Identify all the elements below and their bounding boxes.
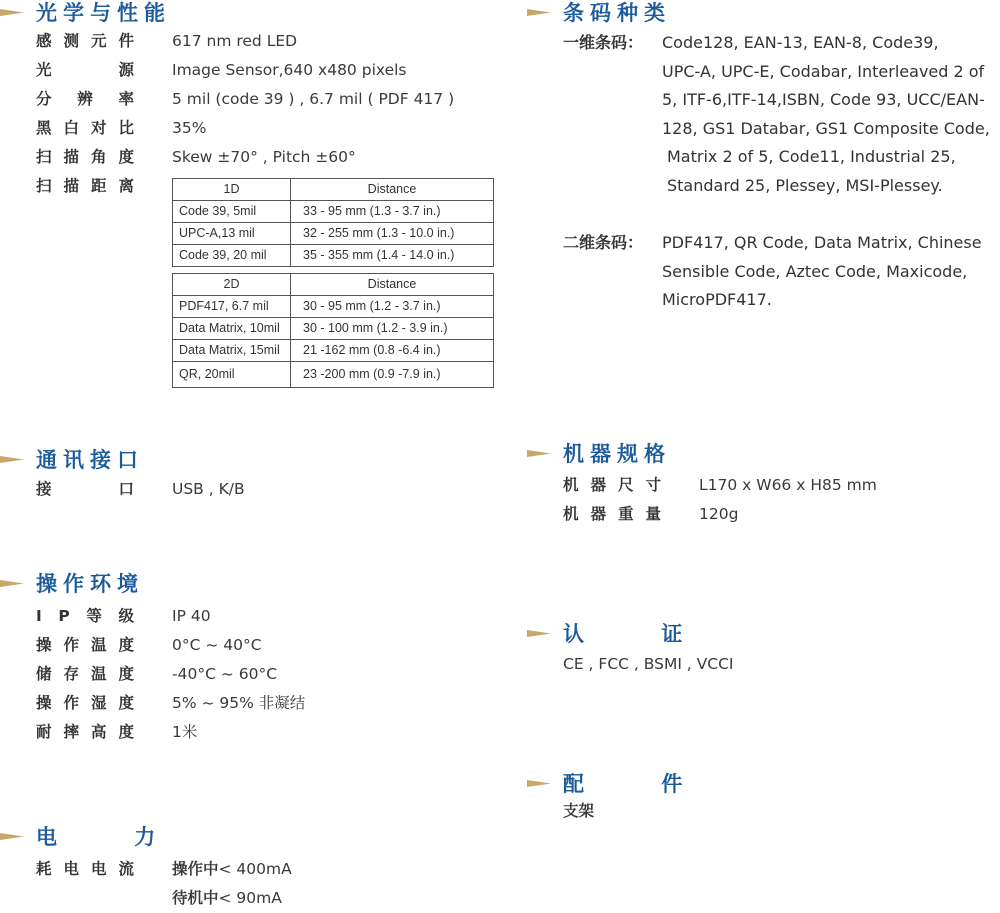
symbology-line: Sensible Code, Aztec Code, Maxicode, <box>662 261 968 281</box>
section-heading-specs: 机器规格 <box>563 441 1000 467</box>
table-cell: 35 - 355 mm (1.4 - 14.0 in.) <box>291 245 494 267</box>
spec-label: 感 测 元 件 <box>36 32 134 50</box>
spec-value: 操作中< 400mA <box>172 860 292 878</box>
certification-list: CE , FCC , BSMI , VCCI <box>563 655 734 673</box>
spec-value: IP 40 <box>172 607 211 625</box>
table-cell: Data Matrix, 15mil <box>173 340 291 362</box>
symbology-line: MicroPDF417. <box>662 290 772 310</box>
spec-value: Skew ±70° , Pitch ±60° <box>172 148 356 166</box>
table-cell: Code 39, 5mil <box>173 201 291 223</box>
spec-label: 耗 电 电 流 <box>36 860 134 878</box>
table-row <box>173 223 494 245</box>
table-cell: PDF417, 6.7 mil <box>173 296 291 318</box>
spec-row <box>36 27 496 56</box>
one-d-label: 一维条码： <box>563 33 644 52</box>
table-cell: 33 - 95 mm (1.3 - 3.7 in.) <box>291 201 494 223</box>
table-cell: 23 -200 mm (0.9 -7.9 in.) <box>291 362 494 388</box>
section-heading-environment: 操作环境 <box>36 571 496 597</box>
spec-row <box>36 855 496 884</box>
spec-value: -40°C ~ 60°C <box>172 665 278 683</box>
spec-row <box>36 602 496 631</box>
spec-row <box>36 114 496 143</box>
distance-table-1d <box>172 178 494 267</box>
section-heading-power: 电 力 <box>36 824 496 850</box>
symbology-line: 128, GS1 Databar, GS1 Composite Code, <box>662 118 990 138</box>
spec-row <box>36 884 496 913</box>
table-row <box>173 296 494 318</box>
section-heading-certification: 认 证 <box>563 621 1000 647</box>
spec-row <box>36 689 496 718</box>
section-heading-comms: 通讯接口 <box>36 447 496 473</box>
spec-label: 光 源 <box>36 61 134 79</box>
heading-marker-icon <box>0 456 24 463</box>
spec-label: 黑 白 对 比 <box>36 119 134 137</box>
table-row <box>173 340 494 362</box>
spec-value: L170 x W66 x H85 mm <box>699 476 877 494</box>
table-cell: Data Matrix, 10mil <box>173 318 291 340</box>
table-row <box>173 318 494 340</box>
spec-value: 35% <box>172 119 207 137</box>
symbology-line: 5, ITF-6,ITF-14,ISBN, Code 93, UCC/EAN- <box>662 90 985 110</box>
spec-row <box>36 85 496 114</box>
spec-value: 120g <box>699 505 739 523</box>
section-environment <box>36 571 496 747</box>
section-certification <box>563 621 1000 679</box>
table-row <box>173 201 494 223</box>
spec-label: 扫 描 距 离 <box>36 177 134 195</box>
heading-marker-icon <box>527 450 551 457</box>
heading-marker-icon <box>0 580 24 587</box>
spec-label: 操 作 温 度 <box>36 636 134 654</box>
heading-marker-icon <box>527 9 551 16</box>
symbology-line: Matrix 2 of 5, Code11, Industrial 25, <box>667 147 956 167</box>
table-cell: UPC-A,13 mil <box>173 223 291 245</box>
one-d-symbology-list <box>662 29 1000 201</box>
table-header-row <box>173 274 494 296</box>
spec-label: 接 口 <box>36 480 134 498</box>
symbology-line: Code128, EAN-13, EAN-8, Code39, <box>662 33 939 52</box>
section-heading-symbologies: 条码种类 <box>563 0 1000 26</box>
table-cell: 32 - 255 mm (1.3 - 10.0 in.) <box>291 223 494 245</box>
table-cell: 21 -162 mm (0.8 -6.4 in.) <box>291 340 494 362</box>
spec-row <box>36 56 496 85</box>
spec-value: USB , K/B <box>172 480 245 498</box>
spec-row <box>563 471 1000 500</box>
spec-value: 617 nm red LED <box>172 32 298 50</box>
table-cell: QR, 20mil <box>173 362 291 388</box>
heading-marker-icon <box>527 780 551 787</box>
spec-row <box>36 660 496 689</box>
spec-value: 0°C ~ 40°C <box>172 636 262 654</box>
spec-label: I P 等 级 <box>36 607 134 625</box>
symbology-line: Standard 25, Plessey, MSI-Plessey. <box>667 175 943 195</box>
section-symbologies <box>563 0 1000 310</box>
section-optics <box>36 0 496 381</box>
accessory-item: 支架 <box>563 802 595 820</box>
spec-row <box>36 143 496 172</box>
section-accessories <box>563 771 1000 826</box>
spec-label: 分 辨 率 <box>36 90 134 108</box>
section-power <box>36 824 496 913</box>
spec-row <box>563 500 1000 529</box>
table-row <box>173 245 494 267</box>
spec-row <box>36 475 496 504</box>
spec-label: 机 器 尺 寸 <box>563 476 661 494</box>
section-heading-optics: 光学与性能 <box>36 0 496 26</box>
spec-label: 储 存 温 度 <box>36 665 134 683</box>
spec-value: 5 mil (code 39 ) , 6.7 mil ( PDF 417 ) <box>172 90 455 108</box>
table-header-row <box>173 179 494 201</box>
spec-value: 5% ~ 95% 非凝结 <box>172 694 306 712</box>
table-header-cell: 1D <box>173 179 291 201</box>
table-header-cell: 2D <box>173 274 291 296</box>
symbology-line: UPC-A, UPC-E, Codabar, Interleaved 2 of <box>662 61 985 81</box>
symbology-line: PDF417, QR Code, Data Matrix, Chinese <box>662 233 982 252</box>
spec-label: 耐 摔 高 度 <box>36 723 134 741</box>
spec-row <box>36 718 496 747</box>
table-header-cell: Distance <box>291 179 494 201</box>
table-cell: 30 - 95 mm (1.2 - 3.7 in.) <box>291 296 494 318</box>
distance-table-2d <box>172 273 494 388</box>
heading-marker-icon <box>0 9 24 16</box>
spec-value: Image Sensor,640 x480 pixels <box>172 61 407 79</box>
spec-value: 1米 <box>172 723 198 741</box>
spec-value: 待机中< 90mA <box>172 889 282 907</box>
table-cell: 30 - 100 mm (1.2 - 3.9 in.) <box>291 318 494 340</box>
table-header-cell: Distance <box>291 274 494 296</box>
two-d-label: 二维条码： <box>563 233 644 252</box>
two-d-symbology-list <box>662 229 1000 315</box>
section-heading-accessories: 配 件 <box>563 771 1000 797</box>
spec-label: 扫 描 角 度 <box>36 148 134 166</box>
spec-label: 机 器 重 量 <box>563 505 661 523</box>
section-comms <box>36 447 496 504</box>
spec-row <box>36 631 496 660</box>
table-cell: Code 39, 20 mil <box>173 245 291 267</box>
table-row <box>173 362 494 388</box>
heading-marker-icon <box>0 833 24 840</box>
spec-label: 操 作 湿 度 <box>36 694 134 712</box>
heading-marker-icon <box>527 630 551 637</box>
section-specs <box>563 441 1000 529</box>
